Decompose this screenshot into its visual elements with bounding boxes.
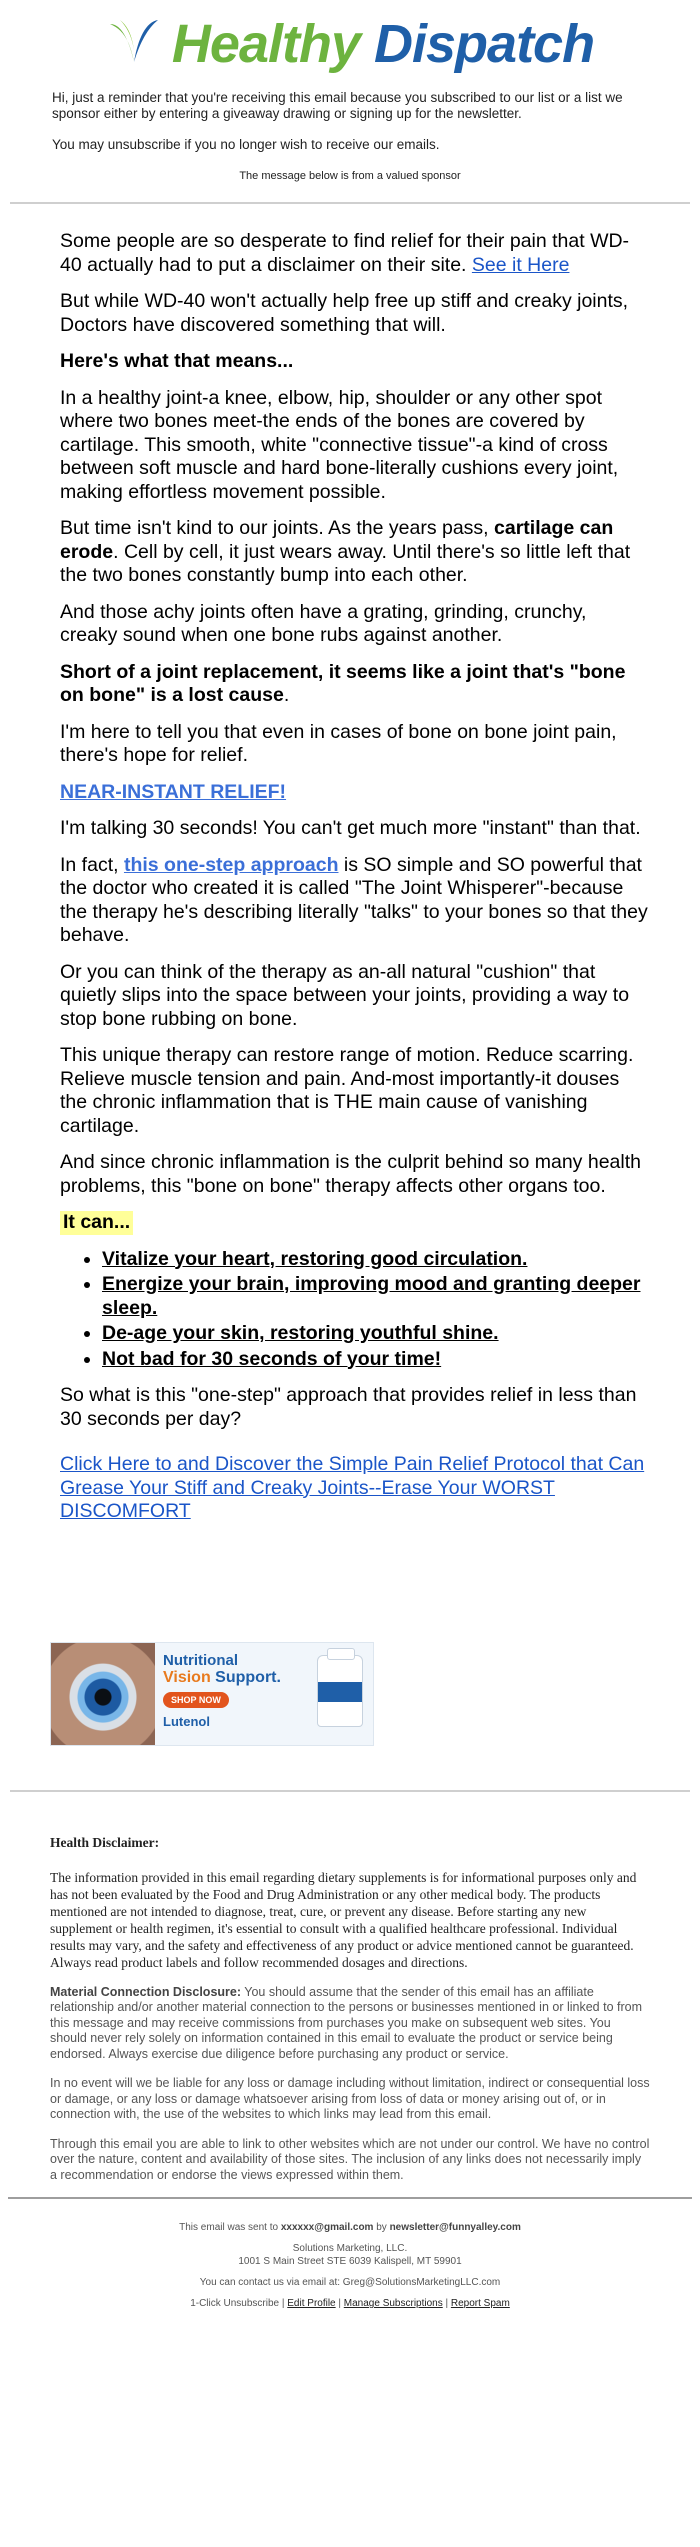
- benefits-list: [60, 1248, 648, 1372]
- benefit-text: Energize your brain, improving mood and granting deeper sleep.: [102, 1273, 641, 1319]
- list-item: [102, 1248, 648, 1272]
- supplement-bottle-image: [317, 1655, 363, 1727]
- it-can-paragraph: [60, 1211, 648, 1235]
- link-separator: |: [335, 2298, 344, 2309]
- disclaimer-title: Health Disclaimer:: [50, 1834, 160, 1850]
- p4-pre: But time isn't kind to our joints. As the years pass,: [60, 517, 495, 539]
- ad-title-vision: Vision: [163, 1668, 211, 1686]
- manage-subscriptions-link[interactable]: Manage Subscriptions: [343, 2298, 443, 2309]
- shop-now-button[interactable]: SHOP NOW: [163, 1692, 229, 1708]
- article-paragraph: This unique therapy can restore range of motion. Reduce scarring. Relieve muscle tension and pain. And-most importantly-it douses the chronic inflammation that is THE main cause of vanishing cartilage.: [60, 1044, 634, 1137]
- p4-post: . Cell by cell, it just wears away. Until there's so little left that the two bones constantly bump into each other.: [60, 540, 631, 586]
- material-text: You should assume that the sender of this email has an affiliate relationship and/or another material connection to the persons or businesses mentioned in or linked to from this message and may receive commissions from purchases you make on subsequent web sites. You should never rely solely on information contained in this email to evaluate the product or service being endorsed. Always exercise due diligence before purchasing any product or service.: [50, 1984, 643, 2061]
- disclaimer-section: [0, 1792, 700, 2184]
- intro-section: [0, 82, 700, 184]
- sender-email: newsletter@funnyalley.com: [389, 2222, 521, 2233]
- article-paragraph: [60, 854, 648, 948]
- report-spam-link[interactable]: Report Spam: [450, 2298, 510, 2309]
- list-item: [102, 1348, 648, 1372]
- footer: [8, 2197, 692, 2310]
- company-name: Solutions Marketing, LLC.: [292, 2243, 408, 2254]
- company-block: [8, 2242, 692, 2268]
- material-disclosure: [50, 1985, 650, 2063]
- article-paragraph: And since chronic inflammation is the culprit behind so many health problems, this "bone on bone" therapy affects other organs too.: [60, 1151, 641, 1197]
- link-separator: |: [442, 2298, 451, 2309]
- eye-image: [51, 1643, 155, 1746]
- article-paragraph: I'm here to tell you that even in cases of bone on bone joint pain, there's hope for relief.: [60, 720, 617, 766]
- article-paragraph: [60, 517, 648, 588]
- benefit-text: Vitalize your heart, restoring good circulation.: [102, 1247, 528, 1270]
- disclaimer-paragraph: The information provided in this email regarding dietary supplements is for informational purposes only and has not been evaluated by the Food and Drug Administration or any other medical body. The products mentioned are not intended to diagnose, treat, cure, or prevent any disease. Before starting any new supplement or health regimen, it's essential to consult with a qualified healthcare professional. Individual results may vary, and the safety and effectiveness of any product or advice mentioned cannot be guaranteed. Always read product labels and follow recommended dosages and directions.: [50, 1869, 637, 1970]
- article-paragraph: In a healthy joint-a knee, elbow, hip, shoulder or any other spot where two bones meet-the ends of the bones are covered by cartilage. This smooth, white "connective tissue"-a kind of cross between soft muscle and hard bone-literally cushions every joint, making effortless movement possible.: [60, 386, 619, 503]
- links-paragraph: Through this email you are able to link to other websites which are not under our control. We have no control over the nature, content and availability of those sites. The inclusion of any links does not necessarily imply a recommendation or endorse the views expressed within them.: [50, 2136, 650, 2182]
- benefit-text: De-age your skin, restoring youthful shine.: [102, 1322, 499, 1344]
- article-paragraph: But while WD-40 won't actually help free up stiff and creaky joints, Doctors have discovered something that will.: [60, 290, 629, 336]
- cta-link[interactable]: Click Here to and Discover the Simple Pain Relief Protocol that Can Grease Your Stiff and Creaky Joints--Erase Your WORST DISCOMFORT: [60, 1453, 645, 1522]
- benefit-text: Not bad for 30 seconds of your time!: [102, 1347, 442, 1370]
- article-paragraph: [60, 661, 648, 708]
- near-instant-relief-link[interactable]: NEAR-INSTANT RELIEF!: [60, 780, 287, 803]
- ad-copy: [155, 1643, 317, 1745]
- p4-bold: cartilage can erode: [60, 517, 614, 563]
- ad-title-line2: [163, 1669, 311, 1687]
- logo-word-dispatch: Dispatch: [374, 14, 595, 74]
- ad-section: [0, 1524, 700, 1746]
- ad-title-line1: Nutritional: [163, 1651, 238, 1669]
- article-paragraph: Or you can think of the therapy as an-all natural "cushion" that quietly slips into the space between your joints, providing a way to stop bone rubbing on bone.: [60, 960, 630, 1030]
- list-item: [102, 1322, 648, 1346]
- footer-links: [8, 2297, 692, 2310]
- article-paragraph: [60, 230, 648, 277]
- sent-to-line: [8, 2221, 692, 2234]
- p9-post: is SO simple and SO powerful that the doctor who created it is called "The Joint Whisperer"-because the therapy he's describing literally "talks" to your bones so that they behave.: [60, 853, 648, 946]
- section-heading: [60, 350, 648, 374]
- article-body: [0, 204, 700, 1524]
- contact-line: You can contact us via email at: Greg@SolutionsMarketingLLC.com: [199, 2277, 501, 2288]
- leaf-v-logo-icon: [106, 16, 162, 72]
- logo-word-healthy: Healthy: [171, 14, 360, 74]
- material-label: Material Connection Disclosure:: [50, 1984, 242, 1999]
- sent-mid: by: [373, 2222, 390, 2233]
- list-item: [102, 1273, 648, 1320]
- it-can-highlight: It can...: [60, 1211, 133, 1235]
- unsubscribe-link[interactable]: 1-Click Unsubscribe: [190, 2298, 280, 2309]
- sent-pre: This email was sent to: [179, 2222, 281, 2233]
- see-it-here-link[interactable]: See it Here: [471, 253, 570, 276]
- p6-post: .: [283, 684, 290, 706]
- p1-text: Some people are so desperate to find relief for their pain that WD-40 actually had to put a disclaimer on their site.: [60, 230, 630, 276]
- liability-paragraph: In no event will we be liable for any loss or damage including without limitation, indirect or consequential loss or damage, or any loss or damage whatsoever arising from loss of data or money arising out of, or in connection with, the use of the websites to which links may lead from this email.: [50, 2076, 650, 2121]
- article-paragraph: And those achy joints often have a grating, grinding, crunchy, creaky sound when one bone rubs against another.: [60, 600, 587, 646]
- article-paragraph: So what is this "one-step" approach that provides relief in less than 30 seconds per day?: [60, 1384, 637, 1430]
- subscription-reminder: Hi, just a reminder that you're receiving this email because you subscribed to our list or a list we sponsor either by entering a giveaway drawing or signing up for the newsletter.: [52, 90, 623, 121]
- edit-profile-link[interactable]: Edit Profile: [287, 2298, 336, 2309]
- header-logo[interactable]: [0, 0, 700, 82]
- p9-pre: In fact,: [60, 853, 124, 876]
- ad-banner[interactable]: [50, 1642, 374, 1746]
- relief-link-paragraph: [60, 781, 648, 805]
- company-address: 1001 S Main Street STE 6039 Kalispell, MT 59901: [238, 2256, 462, 2267]
- one-step-approach-link[interactable]: this one-step approach: [123, 853, 339, 876]
- article-paragraph: I'm talking 30 seconds! You can't get much more "instant" than that.: [60, 817, 641, 839]
- ad-title-support: Support.: [215, 1668, 281, 1686]
- heading-text: Here's what that means...: [60, 350, 294, 372]
- logo-wordmark: [171, 14, 595, 74]
- unsubscribe-note: You may unsubscribe if you no longer wish to receive our emails.: [52, 137, 440, 152]
- sponsor-note: The message below is from a valued sponsor: [239, 170, 461, 182]
- ad-brand: Lutenol: [163, 1713, 210, 1729]
- recipient-email: xxxxxx@gmail.com: [280, 2222, 374, 2233]
- p6-bold: Short of a joint replacement, it seems like a joint that's "bone on bone" is a lost cause: [60, 660, 626, 706]
- link-separator: |: [279, 2298, 288, 2309]
